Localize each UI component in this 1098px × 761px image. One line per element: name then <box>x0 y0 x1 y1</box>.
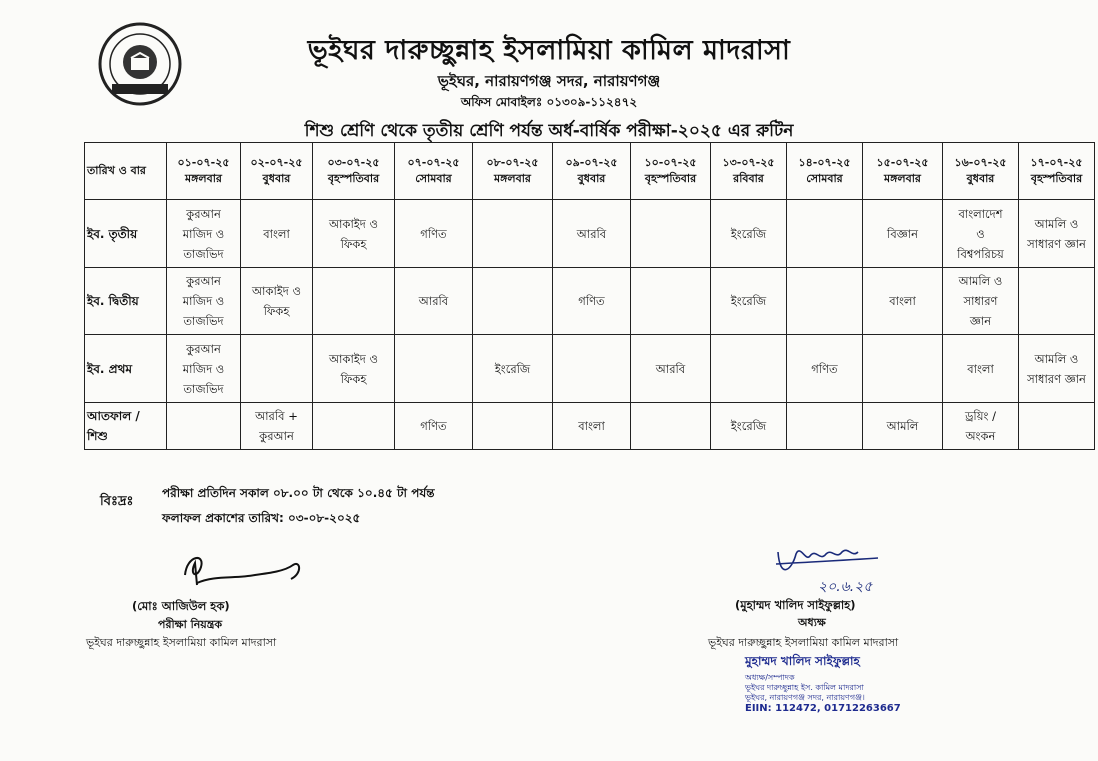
subject-cell: আমলি <box>863 402 943 449</box>
column-header <box>787 143 863 200</box>
header-date: ১০-০৭-২৫ <box>644 156 697 170</box>
subject-cell: কুরআন মাজিদ ও তাজভিদ <box>167 335 241 403</box>
column-header <box>943 143 1019 200</box>
subject-cell: গণিত <box>395 200 473 268</box>
column-header <box>1019 143 1095 200</box>
subject-cell <box>553 335 631 403</box>
subject-cell: আকাইদ ও ফিকহ <box>313 335 395 403</box>
subject-cell <box>473 402 553 449</box>
subject-cell: ড্রয়িং / অংকন <box>943 402 1019 449</box>
subject-cell: বাংলাদেশ ও বিশ্বপরিচয় <box>943 200 1019 268</box>
subject-cell <box>631 402 711 449</box>
seal-line-1: ভূইঘর দারুচ্ছুন্নাহ ইস. কামিল মাদরাসা <box>745 683 864 692</box>
header-day: বুধবার <box>577 172 606 186</box>
header-date: ১৪-০৭-২৫ <box>798 156 851 170</box>
header-day: মঙ্গলবার <box>494 172 531 186</box>
subject-cell: বাংলা <box>863 267 943 335</box>
subject-cell <box>313 267 395 335</box>
table-row <box>85 335 1095 403</box>
office-phone: অফিস মোবাইলঃ ০১৩০৯-১১২৪৭২ <box>460 95 638 109</box>
table-row <box>85 200 1095 268</box>
result-date-note: ফলাফল প্রকাশের তারিখ: ০৩-০৮-২০২৫ <box>162 511 361 525</box>
subject-cell <box>863 335 943 403</box>
subject-cell <box>1019 267 1095 335</box>
column-header <box>553 143 631 200</box>
header-date: ০৩-০৭-২৫ <box>327 156 380 170</box>
header-date: ০৮-০৭-২৫ <box>486 156 539 170</box>
subject-cell: কুরআন মাজিদ ও তাজভিদ <box>167 200 241 268</box>
header-day: মঙ্গলবার <box>185 172 222 186</box>
header-date: ১৩-০৭-২৫ <box>722 156 775 170</box>
header-day: মঙ্গলবার <box>884 172 921 186</box>
corner-header: তারিখ ও বার <box>85 143 167 200</box>
controller-name: (মোঃ আজিউল হক) <box>132 599 230 613</box>
column-header <box>241 143 313 200</box>
subject-cell <box>711 335 787 403</box>
subject-cell: আকাইদ ও ফিকহ <box>313 200 395 268</box>
routine-title: শিশু শ্রেণি থেকে তৃতীয় শ্রেণি পর্যন্ত অর্ধ-বার্ষিক পরীক্ষা-২০২৫ এর রুটিন <box>304 121 794 141</box>
subject-cell: গণিত <box>553 267 631 335</box>
header-day: বৃহস্পতিবার <box>327 172 380 186</box>
controller-signature <box>175 545 315 595</box>
subject-cell <box>395 335 473 403</box>
controller-role: পরীক্ষা নিয়ন্ত্রক <box>158 618 223 631</box>
principal-name: (মুহাম্মদ খালিদ সাইফুল্লাহ) <box>735 598 856 612</box>
seal-role: অধ্যক্ষ/সম্পাদক <box>745 673 795 682</box>
subject-cell: আমলি ও সাধারণ জ্ঞান <box>1019 200 1095 268</box>
header-day: বুধবার <box>262 172 291 186</box>
subject-cell <box>473 200 553 268</box>
column-header <box>473 143 553 200</box>
subject-cell <box>631 200 711 268</box>
subject-cell: আমলি ও সাধারণ জ্ঞান <box>1019 335 1095 403</box>
class-label: ইব. প্রথম <box>85 335 167 403</box>
subject-cell: ইংরেজি <box>473 335 553 403</box>
table-header-row <box>85 143 1095 200</box>
subject-cell: আরবি + কুরআন <box>241 402 313 449</box>
subject-cell <box>787 402 863 449</box>
subject-cell <box>787 267 863 335</box>
subject-cell: আকাইদ ও ফিকহ <box>241 267 313 335</box>
note-label: বিঃদ্রঃ <box>100 494 134 509</box>
subject-cell <box>473 267 553 335</box>
principal-seal <box>745 653 925 714</box>
subject-cell <box>631 267 711 335</box>
subject-cell <box>313 402 395 449</box>
header-date: ১৭-০৭-২৫ <box>1030 156 1083 170</box>
subject-cell: আরবি <box>553 200 631 268</box>
column-header <box>863 143 943 200</box>
class-label: ইব. তৃতীয় <box>85 200 167 268</box>
controller-institution: ভূইঘর দারুচ্ছুন্নাহ ইসলামিয়া কামিল মাদরাসা <box>86 636 277 649</box>
class-label: ইব. দ্বিতীয় <box>85 267 167 335</box>
subject-cell: ইংরেজি <box>711 267 787 335</box>
header-date: ১৫-০৭-২৫ <box>876 156 929 170</box>
subject-cell: আরবি <box>631 335 711 403</box>
subject-cell: কুরআন মাজিদ ও তাজভিদ <box>167 267 241 335</box>
subject-cell: গণিত <box>395 402 473 449</box>
header-date: ১৬-০৭-২৫ <box>954 156 1007 170</box>
header-date: ০২-০৭-২৫ <box>250 156 303 170</box>
seal-code: EIIN: 112472, 01712263667 <box>745 703 901 714</box>
principal-role: অধ্যক্ষ <box>798 616 826 629</box>
subject-cell: গণিত <box>787 335 863 403</box>
column-header <box>313 143 395 200</box>
institution-address: ভূইঘর, নারায়ণগঞ্জ সদর, নারায়ণগঞ্জ <box>437 72 661 90</box>
exam-routine-table <box>84 142 1095 450</box>
institution-title: ভূইঘর দারুচ্ছুন্নাহ ইসলামিয়া কামিল মাদরাসা <box>307 35 791 66</box>
seal-line-2: ভূইঘর, নারায়ণগঞ্জ সদর, নারায়ণগঞ্জ। <box>745 693 865 702</box>
subject-cell <box>1019 402 1095 449</box>
class-label: আতফাল / শিশু <box>85 402 167 449</box>
header-day: রবিবার <box>733 172 764 186</box>
header-day: বৃহস্পতিবার <box>644 172 697 186</box>
column-header <box>167 143 241 200</box>
table-row <box>85 402 1095 449</box>
column-header <box>395 143 473 200</box>
subject-cell <box>167 402 241 449</box>
subject-cell: ইংরেজি <box>711 200 787 268</box>
subject-cell: বিজ্ঞান <box>863 200 943 268</box>
header-day: বৃহস্পতিবার <box>1030 172 1083 186</box>
header-date: ০৭-০৭-২৫ <box>407 156 460 170</box>
subject-cell: ইংরেজি <box>711 402 787 449</box>
principal-institution: ভূইঘর দারুচ্ছুন্নাহ ইসলামিয়া কামিল মাদরাসা <box>708 636 899 649</box>
header-day: সোমবার <box>806 172 843 186</box>
signature-date: ২০.৬.২৫ <box>818 579 873 595</box>
header-date: ০৯-০৭-২৫ <box>565 156 618 170</box>
subject-cell: বাংলা <box>943 335 1019 403</box>
column-header <box>631 143 711 200</box>
subject-cell: বাংলা <box>553 402 631 449</box>
subject-cell <box>787 200 863 268</box>
subject-cell: বাংলা <box>241 200 313 268</box>
header-day: সোমবার <box>415 172 452 186</box>
column-header <box>711 143 787 200</box>
exam-time-note: পরীক্ষা প্রতিদিন সকাল ০৮.০০ টা থেকে ১০.৪৫ টা পর্যন্ত <box>162 486 435 500</box>
header-date: ০১-০৭-২৫ <box>177 156 230 170</box>
subject-cell: আরবি <box>395 267 473 335</box>
subject-cell: আমলি ও সাধারণ জ্ঞান <box>943 267 1019 335</box>
subject-cell <box>241 335 313 403</box>
table-row <box>85 267 1095 335</box>
header-day: বুধবার <box>966 172 995 186</box>
seal-name: মুহাম্মদ খালিদ সাইফুল্লাহ <box>745 654 860 668</box>
